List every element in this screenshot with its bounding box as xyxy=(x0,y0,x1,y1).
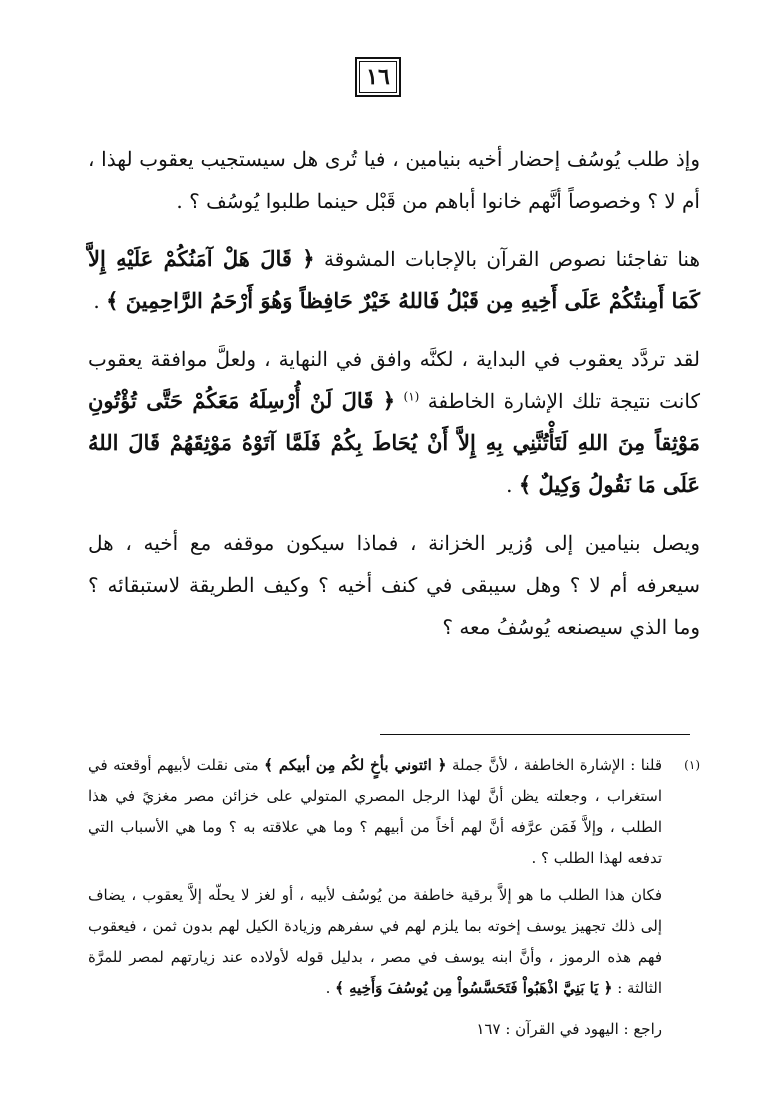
footnote-divider xyxy=(380,734,690,735)
quran-verse: ﴿ ائتوني بأخٍ لكُم مِن أبيكم ﴾ xyxy=(264,756,447,774)
page-number-text: ١٦ xyxy=(366,64,390,90)
reference-citation: راجع : اليهود في القرآن : ١٦٧ xyxy=(476,1020,662,1038)
page-number xyxy=(355,57,401,97)
footnote-paragraph-1: قلنا : الإشارة الخاطفة ، لأنَّ جملة ﴿ ائتوني بأخٍ لكُم مِن أبيكم ﴾ متى نقلت لأبيهم أوقعته في استغراب ، وجعلته يظن أنَّ لهذا الرجل المصري المتولي على خزائن مصر مغزيً في هذا الطلب ، وإلاَّ فَمَن عرَّفه أنَّ لهم أخاً من أبيهم ؟ وما هي علاقته به ؟ وما هي الأسباب التي تدفعه لهذا الطلب ؟ . xyxy=(88,756,662,867)
quran-verse: ﴿ يَا بَنِيَّ اذْهَبُواْ فَتَحَسَّسُواْ مِن يُوسُفَ وَأَخِيهِ ﴾ xyxy=(335,979,613,997)
paragraph-4: ويصل بنيامين إلى وُزير الخزانة ، فماذا سيكون موقفه مع أخيه ، هل سيعرفه أم لا ؟ وهل سيبقى في كنف أخيه ؟ وكيف الطريقة لاستبقائه ؟ وما الذي سيصنعه يُوسُفُ معه ؟ xyxy=(88,531,700,639)
paragraph-1: وإذ طلب يُوسُف إحضار أخيه بنيامين ، فيا تُرى هل سيستجيب يعقوب لهذا ، أم لا ؟ وخصوصاً أنَّهم خانوا أباهم من قَبْل حينما طلبوا يُوسُف ؟ . xyxy=(88,147,700,213)
paragraph-2: هنا تفاجئنا نصوص القرآن بالإجابات المشوقة ﴿ قَالَ هَلْ آمَنُكُمْ عَلَيْهِ إِلاَّ كَمَا أَمِنتُكُمْ عَلَى أَخِيهِ مِن قَبْلُ فَاللهُ خَيْرٌ حَافِظاً وَهُوَ أَرْحَمُ الرَّاحِمِينَ ﴾ . xyxy=(88,246,701,313)
main-text xyxy=(88,138,700,664)
quran-verse: ﴿ قَالَ لَنْ أُرْسِلَهُ مَعَكُمْ حَتَّى تُؤْتُونِ مَوْثِقاً مِنَ اللهِ لَتَأْتُنَّنِي بِهِ إِلاَّ أَنْ يُحَاطَ بِكُمْ فَلَمَّا آتَوْهُ مَوْثِقَهُمْ قَالَ اللهُ عَلَى مَا نَقُولُ وَكِيلٌ ﴾ xyxy=(88,388,700,497)
footnotes xyxy=(88,750,700,1045)
footnote-body xyxy=(88,750,662,1010)
footnote-number: (١) xyxy=(684,758,700,772)
footnote-paragraph-2: فكان هذا الطلب ما هو إلاَّ برقية خاطفة من يُوسُف لأبيه ، أو لغز لا يحلّه إلاَّ يعقوب ، يضاف إلى ذلك تجهيز يوسف إخوته بما يلزم لهم في سفرهم وزيادة الكيل لهم بدون ثمن ، فيعقوب فهم هذه الرموز ، وأنَّ ابنه يوسف في مصر ، بدليل قوله لأولاده عند زيارتهم لمصر للمرَّة الثالثة : ﴿ يَا بَنِيَّ اذْهَبُواْ فَتَحَسَّسُواْ مِن يُوسُفَ وَأَخِيهِ ﴾ . xyxy=(88,886,662,997)
footnote-reference[interactable]: (١) xyxy=(403,389,420,404)
paragraph-3: لقد تردَّد يعقوب في البداية ، لكنَّه وافق في النهاية ، ولعلَّ موافقة يعقوب كانت نتيجة تلك الإشارة الخاطفة $^{(١)}$ ﴿ قَالَ لَنْ أُرْسِلَهُ مَعَكُمْ حَتَّى تُؤْتُونِ مَوْثِقاً مِنَ اللهِ لَتَأْتُنَّنِي بِهِ إِلاَّ أَنْ يُحَاطَ بِكُمْ فَلَمَّا آتَوْهُ مَوْثِقَهُمْ قَالَ اللهُ عَلَى مَا نَقُولُ وَكِيلٌ ﴾ . xyxy=(88,347,700,497)
footnote-1 xyxy=(88,750,700,1010)
quran-verse: ﴿ قَالَ هَلْ آمَنُكُمْ عَلَيْهِ إِلاَّ كَمَا أَمِنتُكُمْ عَلَى أَخِيهِ مِن قَبْلُ فَاللهُ خَيْرٌ حَافِظاً وَهُوَ أَرْحَمُ الرَّاحِمِينَ ﴾ xyxy=(88,246,700,313)
